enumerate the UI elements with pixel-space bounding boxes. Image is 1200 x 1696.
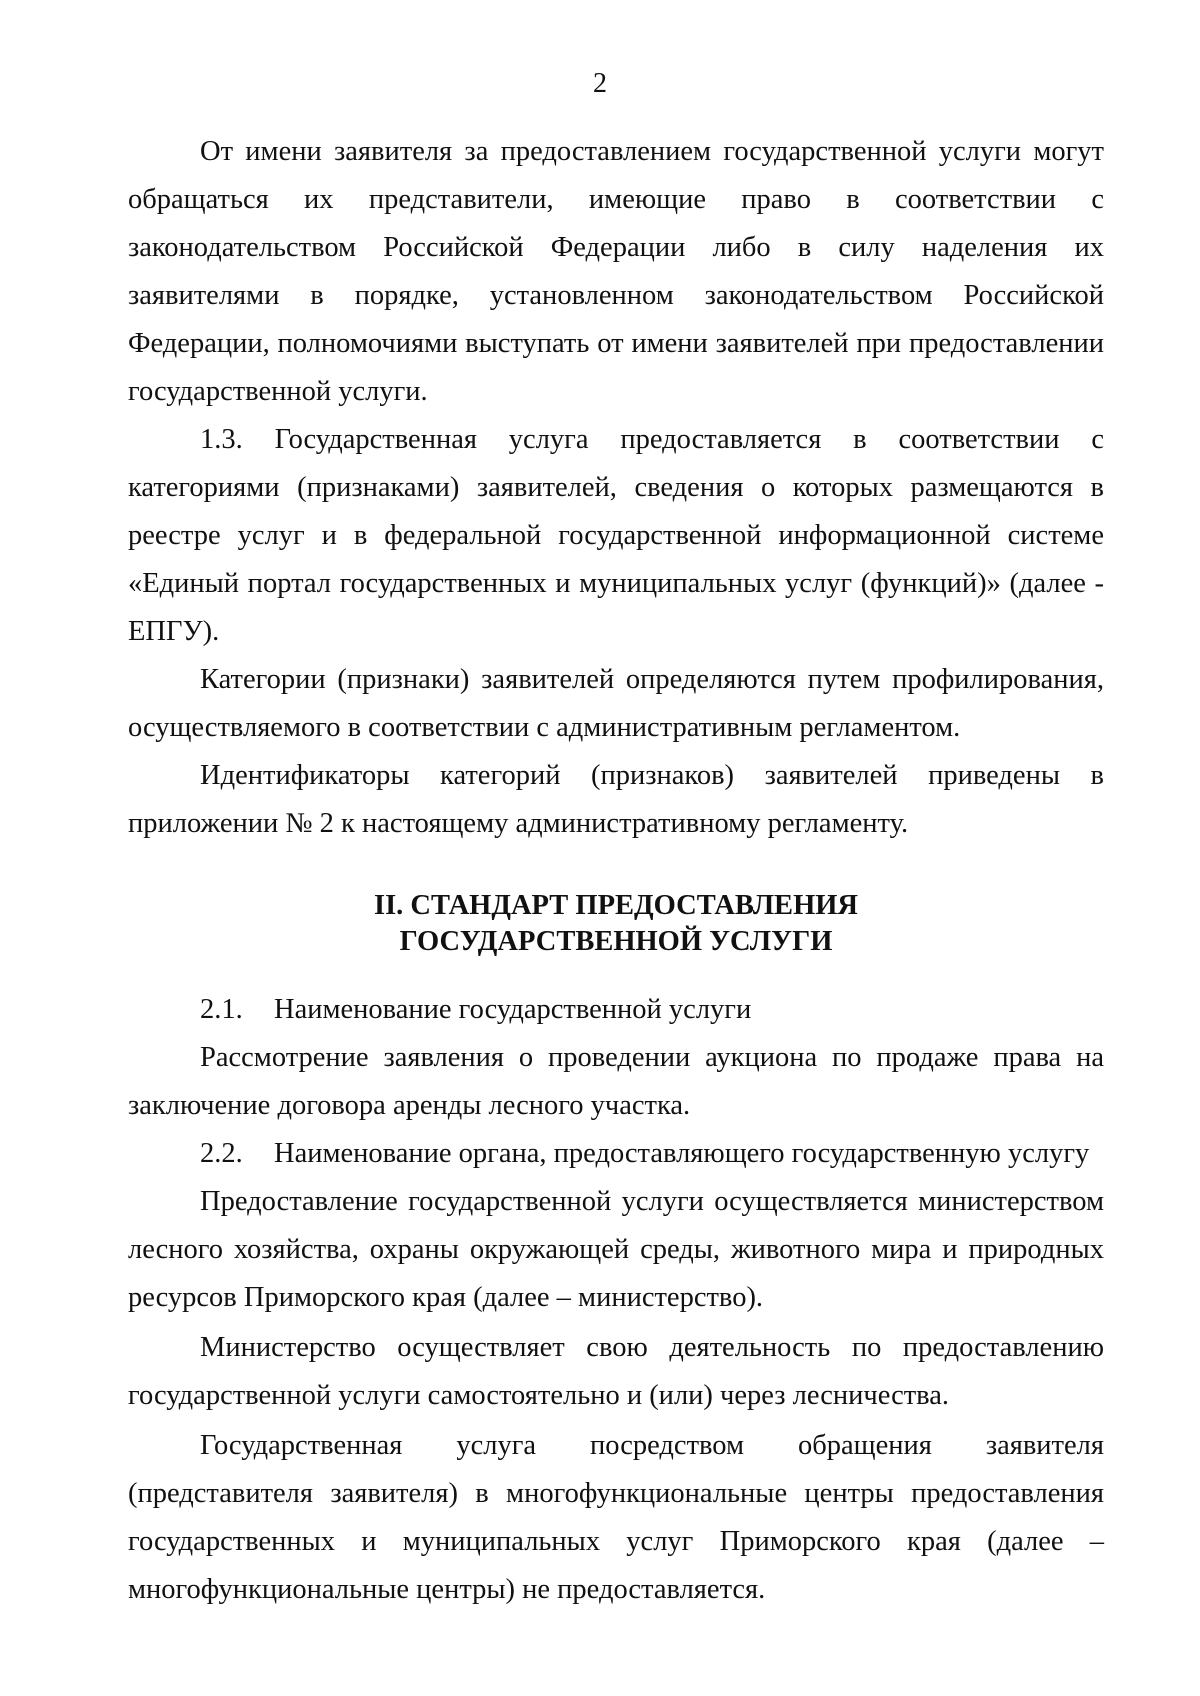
paragraph-ministry: Предоставление государственной услуги осуществляется министерством лесного хозяйства, охраны окружающей среды, животного мира и природных ресурсов Приморского края (далее – министерство).: [128, 1186, 1104, 1313]
section-heading-line-2: ГОСУДАРСТВЕННОЙ УСЛУГИ: [399, 926, 833, 957]
paragraph-1-3: 1.3. Государственная услуга предоставляется в соответствии с категориями (признаками) заявителей, сведения о которых размещаются в реестре услуг и в федеральной государственной информационной системе «Единый портал государственных и муниципальных услуг (функций)» (далее - ЕПГУ).: [128, 424, 1104, 647]
subsection-2-1-label: Наименование государственной услуги: [274, 994, 752, 1025]
section-heading: [128, 888, 1104, 960]
subsection-2-2-title: [128, 1130, 1104, 1178]
subsection-2-1-number: 2.1.: [200, 994, 243, 1025]
subsection-2-1-title: [128, 986, 1104, 1034]
subsection-2-2-number: 2.2.: [200, 1138, 243, 1169]
paragraph-identifiers: Идентификаторы категорий (признаков) заявителей приведены в приложении № 2 к настоящему административному регламенту.: [128, 760, 1104, 839]
paragraph-service-name: Рассмотрение заявления о проведении аукциона по продаже права на заключение договора аренды лесного участка.: [128, 1042, 1104, 1121]
page-number: 2: [593, 68, 607, 99]
subsection-2-2-label: Наименование органа, предоставляющего государственную услугу: [274, 1138, 1090, 1169]
paragraph-categories: Категории (признаки) заявителей определяются путем профилирования, осуществляемого в соответствии с административным регламентом.: [128, 664, 1104, 743]
paragraph-ministry-activity: Министерство осуществляет свою деятельность по предоставлению государственной услуги самостоятельно и (или) через лесничества.: [128, 1332, 1104, 1411]
paragraph-mfc: Государственная услуга посредством обращения заявителя (представителя заявителя) в многофункциональные центры предоставления государственных и муниципальных услуг Приморского края (далее – многофункциональные центры) не предоставляется.: [128, 1430, 1104, 1605]
section-heading-line-1: II. СТАНДАРТ ПРЕДОСТАВЛЕНИЯ: [374, 890, 858, 921]
document-body: [128, 128, 1104, 1614]
paragraph-representatives: От имени заявителя за предоставлением государственной услуги могут обращаться их представители, имеющие право в соответствии с законодательством Российской Федерации либо в силу наделения их заявителями в порядке, установленном законодательством Российской Федерации, полномочиями выступать от имени заявителей при предоставлении государственной услуги.: [128, 136, 1104, 407]
